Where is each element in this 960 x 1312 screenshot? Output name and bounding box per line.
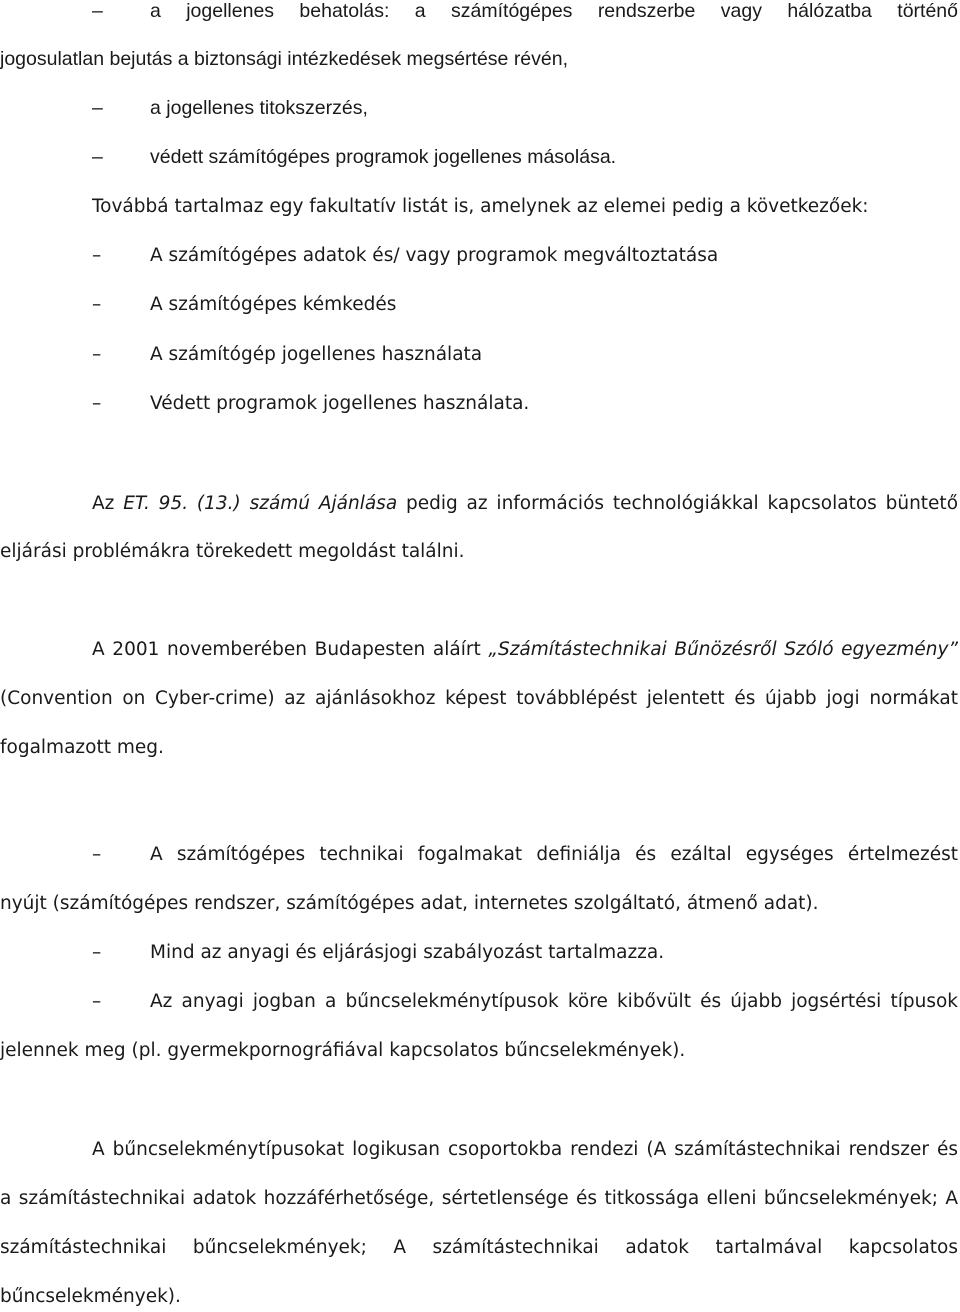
list-c-item-3-continuation [0, 1036, 958, 1066]
list-a-item-1-continuation [0, 44, 958, 74]
optional-list-intro [0, 192, 958, 222]
list-c-item-1-continuation [0, 889, 958, 919]
convention-paragraph-line-2 [0, 684, 958, 714]
convention-third-line: fogalmazott meg. [0, 737, 164, 758]
groups-paragraph-line-2 [0, 1184, 958, 1214]
dash-bullet: – [92, 991, 102, 1012]
et-rest: pedig az információs technológiákkal kapcsolatos büntető [397, 493, 958, 514]
convention-first-line [92, 635, 958, 665]
list-a-item-1-text: a jogellenes behatolás: a számítógépes rendszerbe vagy hálózatba történő [150, 0, 958, 22]
groups-paragraph-line-4 [0, 1282, 958, 1312]
list-b-item-3 [0, 340, 958, 370]
groups-third-line: számítástechnikai bűncselekmények; A számítástechnikai adatok tartalmával kapcsolatos [0, 1237, 958, 1258]
list-c-item-3 [0, 987, 958, 1017]
convention-title: „Számítástechnikai Bűnözésről Szóló egyezmény” [488, 639, 958, 660]
groups-paragraph-line-3 [0, 1233, 958, 1263]
list-c-item-2 [0, 938, 958, 968]
dash-bullet: – [92, 0, 103, 22]
groups-first-line: A bűncselekménytípusokat logikusan csoportokba rendezi (A számítástechnikai rendszer és [92, 1139, 958, 1160]
list-a-item-2 [0, 93, 958, 123]
convention-second-line: (Convention on Cyber-crime) az ajánlásokhoz képest továbblépést jelentett és újabb jogi normákat [0, 688, 958, 709]
convention-paragraph-line-1 [0, 635, 958, 665]
optional-list-intro-text: Továbbá tartalmaz egy fakultatív listát is, amelynek az elemei pedig a következőek: [92, 196, 869, 217]
groups-paragraph-line-1 [0, 1135, 958, 1165]
list-a-item-3 [0, 142, 958, 172]
et-prefix: Az [92, 493, 124, 514]
list-a-item-2-text: a jogellenes titokszerzés, [150, 97, 368, 119]
list-a-item-1 [0, 0, 958, 26]
list-a-item-1-cont-text: jogosulatlan bejutás a biztonsági intézkedések megsértése révén, [0, 48, 569, 70]
list-b-item-3-text: A számítógép jogellenes használata [150, 344, 483, 365]
dash-bullet: – [92, 294, 102, 315]
dash-bullet: – [92, 942, 102, 963]
et-paragraph-second-line: eljárási problémákra törekedett megoldást találni. [0, 541, 465, 562]
list-c-item-1-text: A számítógépes technikai fogalmakat definiálja és ezáltal egységes értelmezést [150, 844, 958, 865]
et-recommendation-title: ET. 95. (13.) számú Ajánlása [123, 493, 398, 514]
convention-prefix: A 2001 novemberében Budapesten aláírt [92, 639, 489, 660]
convention-paragraph-line-3 [0, 733, 958, 763]
list-c-item-1 [0, 840, 958, 870]
dash-bullet: – [92, 245, 102, 266]
dash-bullet: – [92, 393, 102, 414]
list-a-item-3-text: védett számítógépes programok jogellenes másolása. [150, 146, 617, 168]
list-b-item-1-text: A számítógépes adatok és/ vagy programok megváltoztatása [150, 245, 719, 266]
list-b-item-2-text: A számítógépes kémkedés [150, 294, 397, 315]
dash-bullet: – [92, 844, 102, 865]
list-c-item-3-text: Az anyagi jogban a bűncselekménytípusok köre kibővült és újabb jogsértési típusok [150, 991, 958, 1012]
et-paragraph-line-1 [0, 489, 958, 519]
dash-bullet: – [92, 344, 102, 365]
dash-bullet: – [92, 146, 103, 168]
groups-fourth-line: bűncselekmények). [0, 1286, 181, 1307]
list-c-item-3-cont-text: jelennek meg (pl. gyermekpornográfiával kapcsolatos bűncselekmények). [0, 1040, 686, 1061]
et-paragraph-first-line [92, 489, 958, 519]
list-b-item-4 [0, 389, 958, 419]
et-paragraph-line-2 [0, 537, 958, 567]
list-c-item-1-cont-text: nyújt (számítógépes rendszer, számítógépes adat, internetes szolgáltató, átmenő adat). [0, 893, 819, 914]
list-b-item-4-text: Védett programok jogellenes használata. [150, 393, 530, 414]
list-b-item-2 [0, 290, 958, 320]
list-c-item-2-text: Mind az anyagi és eljárásjogi szabályozást tartalmazza. [150, 942, 665, 963]
groups-second-line: a számítástechnikai adatok hozzáférhetősége, sértetlensége és titkossága elleni bűncselekmények; A [0, 1188, 958, 1209]
dash-bullet: – [92, 97, 103, 119]
list-b-item-1 [0, 241, 958, 271]
